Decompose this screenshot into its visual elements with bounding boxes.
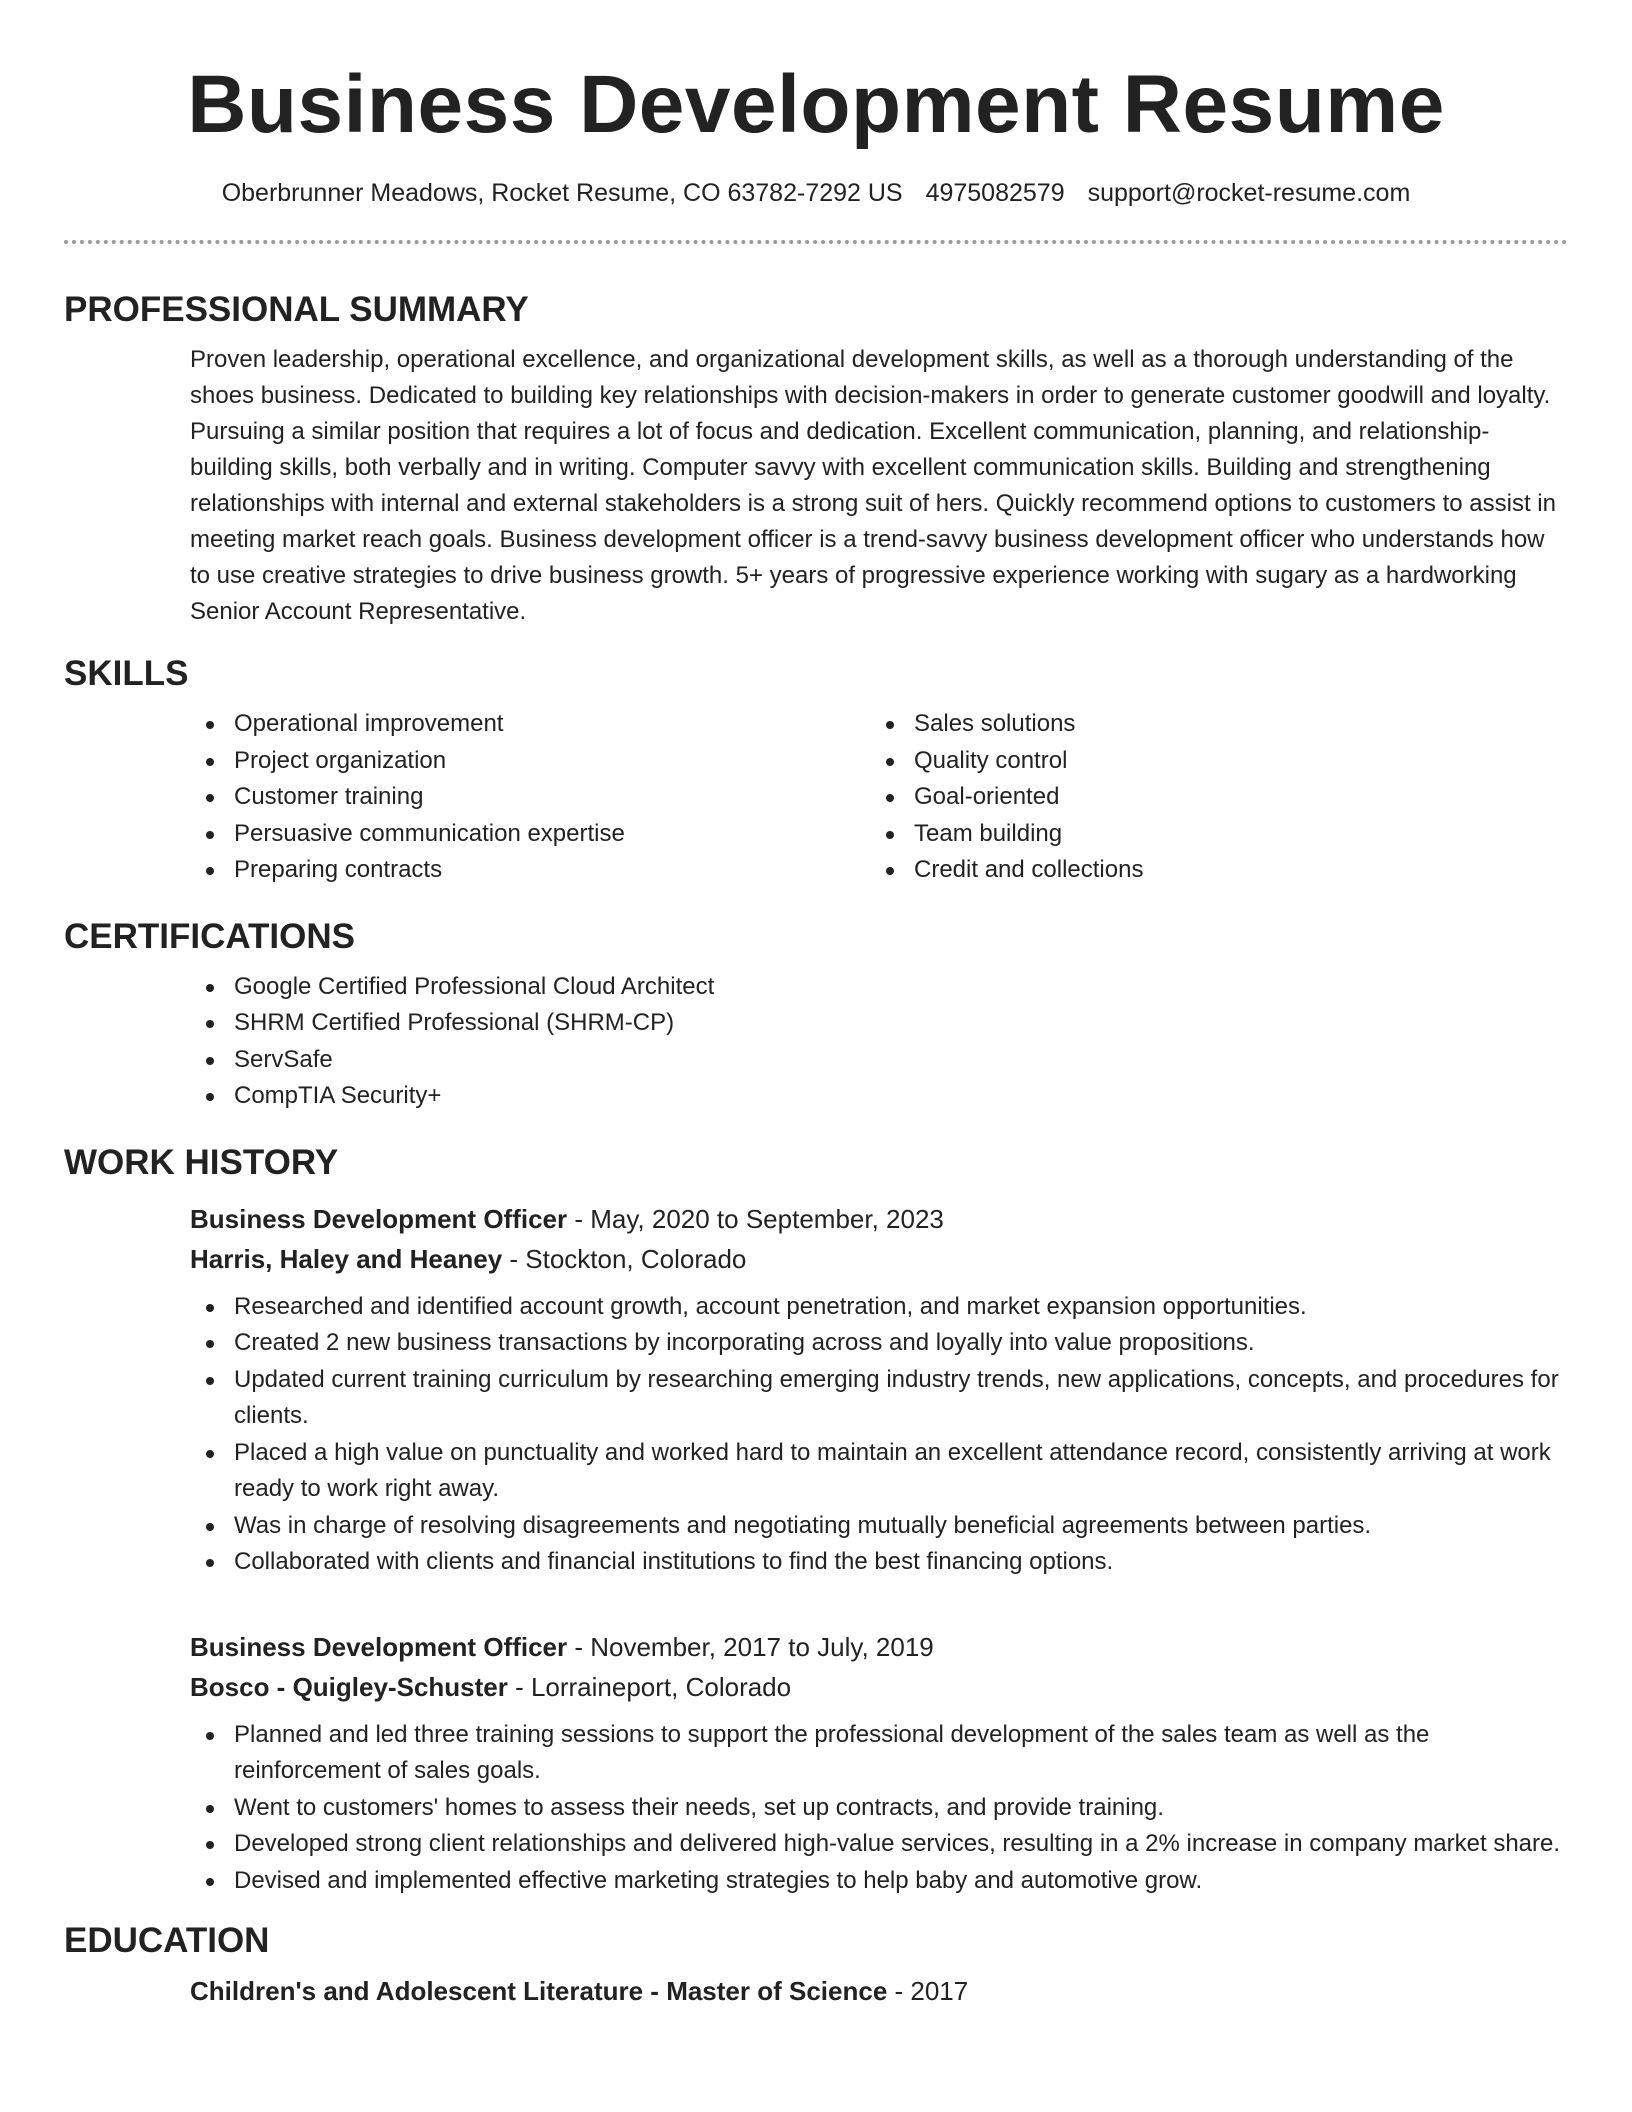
section-heading-skills: SKILLS bbox=[64, 654, 189, 693]
skill-item: Customer training bbox=[190, 779, 870, 816]
job-title: Business Development Officer bbox=[190, 1203, 568, 1234]
certification-item: Google Certified Professional Cloud Architect bbox=[190, 969, 1568, 1006]
education-entry bbox=[190, 1971, 1568, 2011]
resume-title: Business Development Resume bbox=[187, 59, 1445, 150]
certification-item: ServSafe bbox=[190, 1042, 1568, 1079]
skill-item: Project organization bbox=[190, 743, 870, 780]
work-history-section bbox=[64, 1141, 1568, 1900]
certification-item: CompTIA Security+ bbox=[190, 1078, 1568, 1115]
job-bullet: Went to customers' homes to assess their needs, set up contracts, and provide training. bbox=[190, 1790, 1568, 1827]
job-bullet: Planned and led three training sessions to support the professional development of the sales team as well as the reinforcement of sales goals. bbox=[190, 1717, 1568, 1790]
contact-line bbox=[64, 176, 1568, 210]
skill-item: Credit and collections bbox=[870, 852, 1550, 889]
section-heading-work-history: WORK HISTORY bbox=[64, 1142, 339, 1182]
job-company: Harris, Haley and Heaney bbox=[190, 1243, 503, 1274]
section-heading-education: EDUCATION bbox=[64, 1921, 270, 1960]
resume-page bbox=[64, 0, 1568, 2011]
job-bullet: Collaborated with clients and financial institutions to find the best financing options. bbox=[190, 1544, 1568, 1581]
job-company-line bbox=[190, 1239, 1568, 1279]
summary-text: Proven leadership, operational excellence, and organizational development skills, as well as a thorough understanding of the shoes business. Dedicated to building key relationships with decision-makers in order to generate customer goodwill and loyalty. Pursuing a similar position that requires a lot of focus and dedication. Excellent communication, planning, and relationship-building skills, both verbally and in writing. Computer savvy with excellent communication skills. Building and strengthening relationships with internal and external stakeholders is a strong suit of hers. Quickly recommend options to customers to assist in meeting market reach goals. Business development officer is a trend-savvy business development officer who understands how to use creative strategies to drive business growth. 5+ years of progressive experience working with sugary as a hardworking Senior Account Representative. bbox=[190, 346, 1556, 625]
job-location: - Stockton, Colorado bbox=[502, 1243, 747, 1274]
section-heading-summary: PROFESSIONAL SUMMARY bbox=[64, 290, 529, 329]
job-location: - Lorraineport, Colorado bbox=[507, 1671, 792, 1702]
job-title-line bbox=[190, 1627, 1568, 1667]
job-bullet: Updated current training curriculum by researching emerging industry trends, new applications, concepts, and procedures for clients. bbox=[190, 1362, 1568, 1435]
job-entry bbox=[190, 1627, 1568, 1900]
certifications-list bbox=[190, 969, 1568, 1115]
education-year: - 2017 bbox=[887, 1976, 969, 2006]
job-dates: - November, 2017 to July, 2019 bbox=[567, 1631, 934, 1662]
job-bullet: Researched and identified account growth, account penetration, and market expansion opportunities. bbox=[190, 1289, 1568, 1326]
certifications-section bbox=[64, 915, 1568, 1115]
education-section bbox=[64, 1919, 1568, 2011]
skills-list-right bbox=[870, 706, 1550, 889]
contact-address: Oberbrunner Meadows, Rocket Resume, CO 63782-7292 US bbox=[221, 179, 903, 207]
job-company-line bbox=[190, 1667, 1568, 1707]
education-degree: Children's and Adolescent Literature - Master of Science bbox=[190, 1976, 888, 2006]
job-bullet: Developed strong client relationships and delivered high-value services, resulting in a 2% increase in company market share. bbox=[190, 1826, 1568, 1863]
job-bullet: Placed a high value on punctuality and worked hard to maintain an excellent attendance record, consistently arriving at work ready to work right away. bbox=[190, 1435, 1568, 1508]
header-divider bbox=[64, 240, 1568, 244]
contact-phone: 4975082579 bbox=[925, 179, 1065, 207]
skill-item: Preparing contracts bbox=[190, 852, 870, 889]
job-title-line bbox=[190, 1199, 1568, 1239]
certification-item: SHRM Certified Professional (SHRM-CP) bbox=[190, 1005, 1568, 1042]
skill-item: Goal-oriented bbox=[870, 779, 1550, 816]
professional-summary-section bbox=[64, 288, 1568, 630]
skill-item: Persuasive communication expertise bbox=[190, 816, 870, 853]
job-bullet: Was in charge of resolving disagreements and negotiating mutually beneficial agreements between parties. bbox=[190, 1508, 1568, 1545]
skill-item: Operational improvement bbox=[190, 706, 870, 743]
job-entry bbox=[190, 1199, 1568, 1581]
job-bullets bbox=[190, 1289, 1568, 1581]
job-bullet: Devised and implemented effective marketing strategies to help baby and automotive grow. bbox=[190, 1863, 1568, 1900]
job-title: Business Development Officer bbox=[190, 1631, 568, 1662]
skill-item: Sales solutions bbox=[870, 706, 1550, 743]
skill-item: Quality control bbox=[870, 743, 1550, 780]
contact-email[interactable]: support@rocket-resume.com bbox=[1087, 179, 1411, 207]
job-bullet: Created 2 new business transactions by incorporating across and loyally into value propositions. bbox=[190, 1325, 1568, 1362]
skills-section bbox=[64, 652, 1568, 889]
skills-list-left bbox=[190, 706, 870, 889]
skill-item: Team building bbox=[870, 816, 1550, 853]
section-heading-certifications: CERTIFICATIONS bbox=[64, 916, 356, 956]
job-company: Bosco - Quigley-Schuster bbox=[190, 1671, 508, 1702]
job-bullets bbox=[190, 1717, 1568, 1900]
job-dates: - May, 2020 to September, 2023 bbox=[567, 1203, 944, 1234]
